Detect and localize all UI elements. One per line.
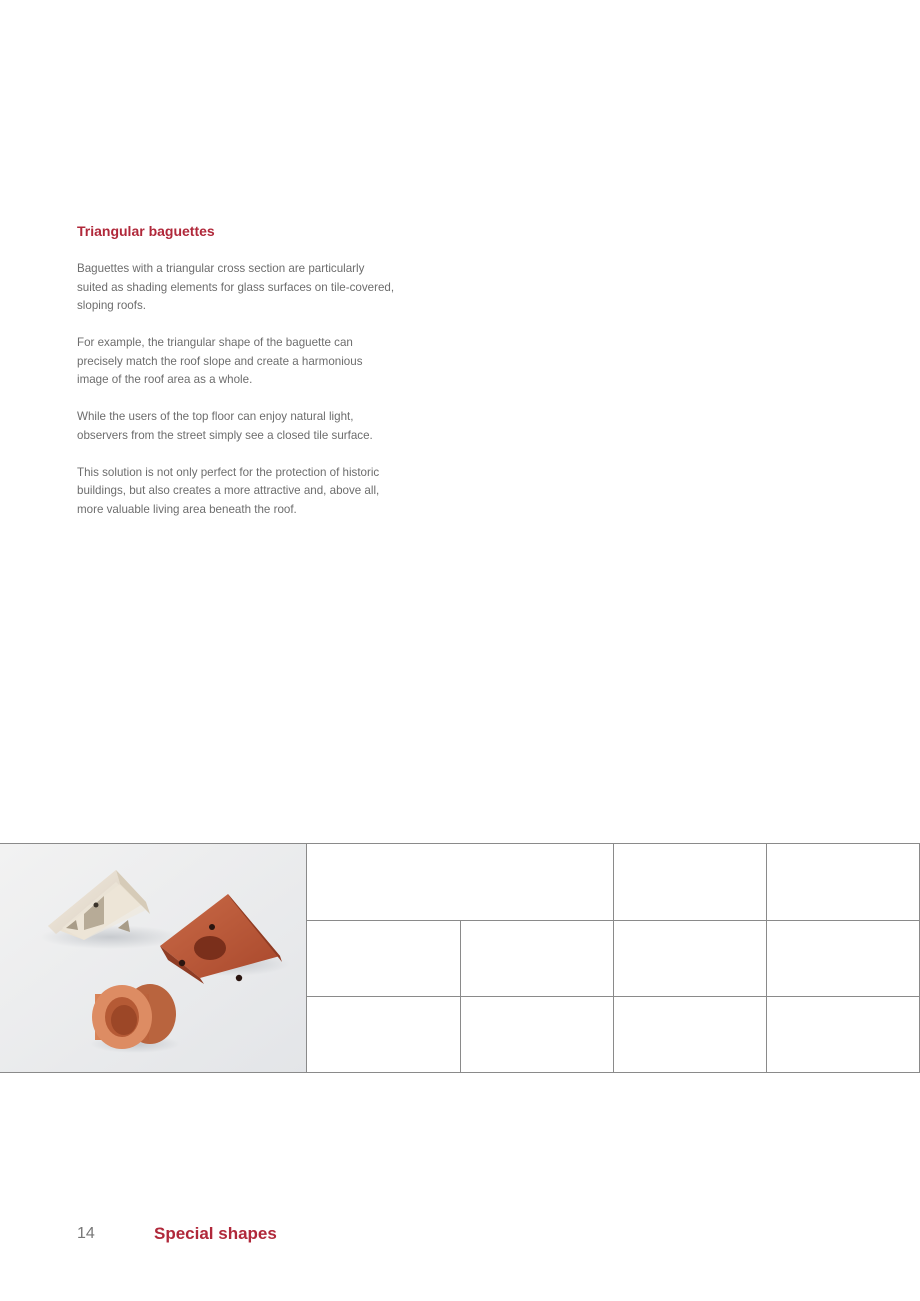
page-number: 14 — [77, 1225, 95, 1242]
grid-cell — [460, 920, 614, 997]
grid-cell — [766, 843, 920, 921]
section-heading: Triangular baguettes — [77, 223, 215, 239]
paragraph-4: This solution is not only perfect for the protection of historic buildings, but also creates a more attractive and, above all, more valuable living area beneath the roof. — [77, 465, 380, 516]
paragraph-1: Baguettes with a triangular cross section are particularly suited as shading elements for glass surfaces on tile-covered, sloping roofs. — [77, 262, 395, 312]
ceramic-baguettes-illustration — [0, 844, 306, 1073]
product-photo — [0, 843, 307, 1073]
grid-cell — [306, 843, 614, 921]
body-text — [77, 260, 395, 538]
grid-cell — [613, 843, 767, 921]
grid-cell — [766, 996, 920, 1073]
grid-cell — [613, 996, 767, 1073]
paragraph-3: While the users of the top floor can enjoy natural light, observers from the street simply see a closed tile surface. — [77, 410, 373, 442]
grid-cell — [306, 996, 461, 1073]
grid-cell — [613, 920, 767, 997]
grid-cell — [306, 920, 461, 997]
paragraph-2: For example, the triangular shape of the baguette can precisely match the roof slope and create a harmonious image of the roof area as a whole. — [77, 336, 363, 386]
grid-cell — [460, 996, 614, 1073]
footer-title: Special shapes — [154, 1224, 277, 1243]
grid-cell — [766, 920, 920, 997]
